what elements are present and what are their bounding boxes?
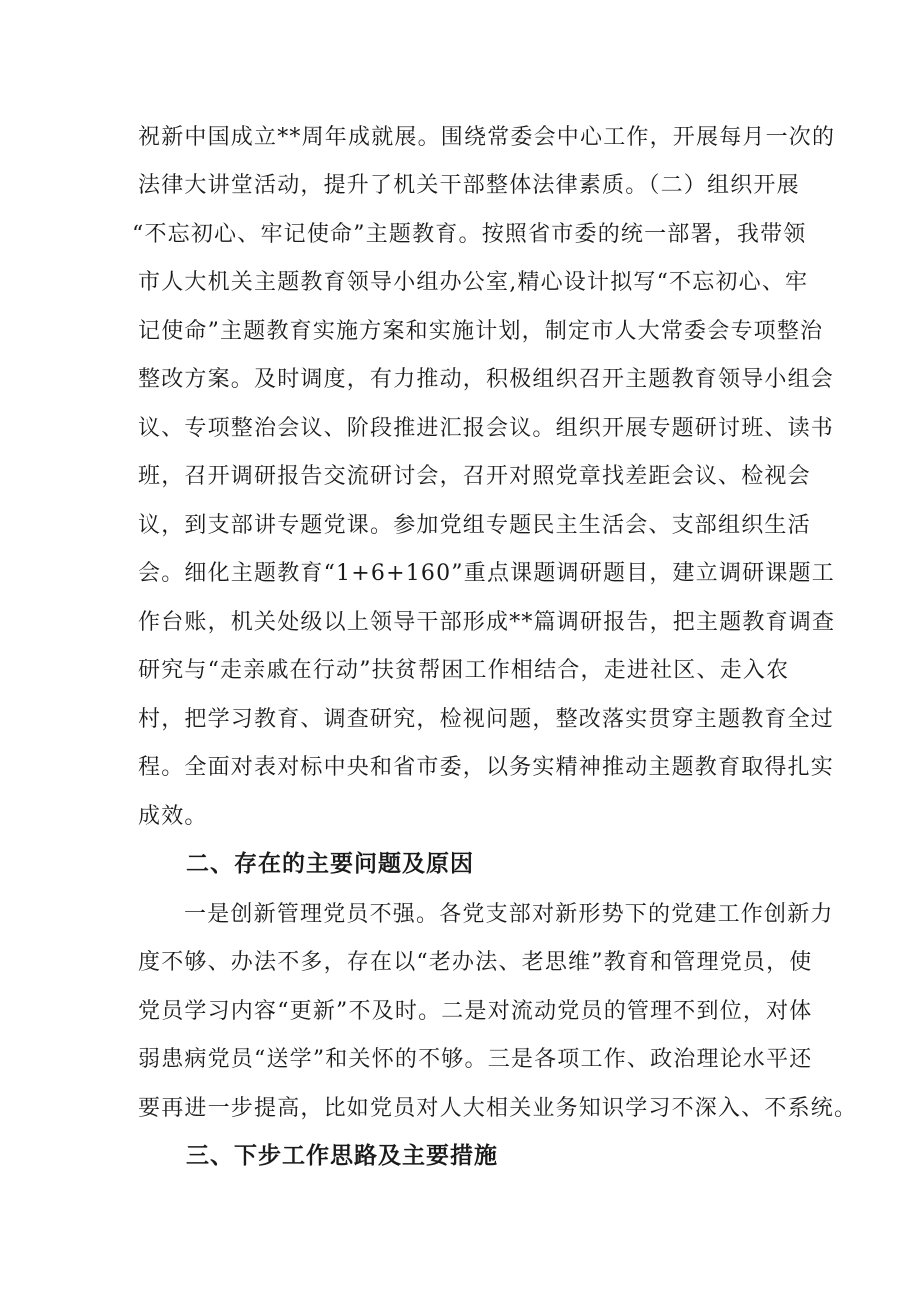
text-line: 会。细化主题教育“1+6+160”重点课题调研题目，建立调研课题工 (138, 561, 835, 586)
text-line: 弱患病党员“送学”和关怀的不够。三是各项工作、政治理论水平还 (138, 1047, 813, 1072)
text-line: “不忘初心、牢记使命”主题教育。按照省市委的统一部署，我带领 (132, 222, 807, 247)
text-line: 要再进一步提高，比如党员对人大相关业务知识学习不深入、不系统。 (138, 1096, 858, 1121)
text-line: 程。全面对表对标中央和省市委，以务实精神推动主题教育取得扎实 (138, 755, 835, 780)
text-line: 成效。 (138, 804, 208, 829)
text-line: 议，到支部讲专题党课。参加党组专题民主生活会、支部组织生活 (138, 513, 811, 538)
text-line: 整改方案。及时调度，有力推动，积极组织召开主题教育领导小组会 (138, 367, 835, 392)
section-heading-next-steps: 三、下步工作思路及主要措施 (186, 1143, 498, 1169)
text-line: 记使命”主题教育实施方案和实施计划，制定市人大常委会专项整治 (138, 319, 824, 344)
text-line: 党员学习内容“更新”不及时。二是对流动党员的管理不到位，对体 (138, 999, 813, 1024)
section-heading-problems: 二、存在的主要问题及原因 (186, 851, 474, 877)
text-line: 班，召开调研报告交流研讨会，召开对照党章找差距会议、检视会 (138, 464, 811, 489)
text-line: 法律大讲堂活动，提升了机关干部整体法律素质。（二）组织开展 (138, 173, 800, 198)
text-line: 研究与“走亲戚在行动”扶贫帮困工作相结合，走进社区、走入农 (138, 658, 790, 683)
text-line: 议、专项整治会议、阶段推进汇报会议。组织开展专题研讨班、读书 (138, 416, 835, 441)
text-line: 祝新中国成立**周年成就展。围绕常委会中心工作，开展每月一次的 (138, 125, 836, 150)
text-line: 一是创新管理党员不强。各党支部对新形势下的党建工作创新力 (184, 902, 834, 927)
text-line: 市人大机关主题教育领导小组办公室,精心设计拟写“不忘初心、牢 (138, 270, 809, 295)
text-line: 村，把学习教育、调查研究，检视问题，整改落实贯穿主题教育全过 (138, 707, 835, 732)
text-line: 作台账，机关处级以上领导干部形成**篇调研报告，把主题教育调查 (138, 610, 836, 635)
text-line: 度不够、办法不多，存在以“老办法、老思维”教育和管理党员，使 (138, 950, 813, 975)
